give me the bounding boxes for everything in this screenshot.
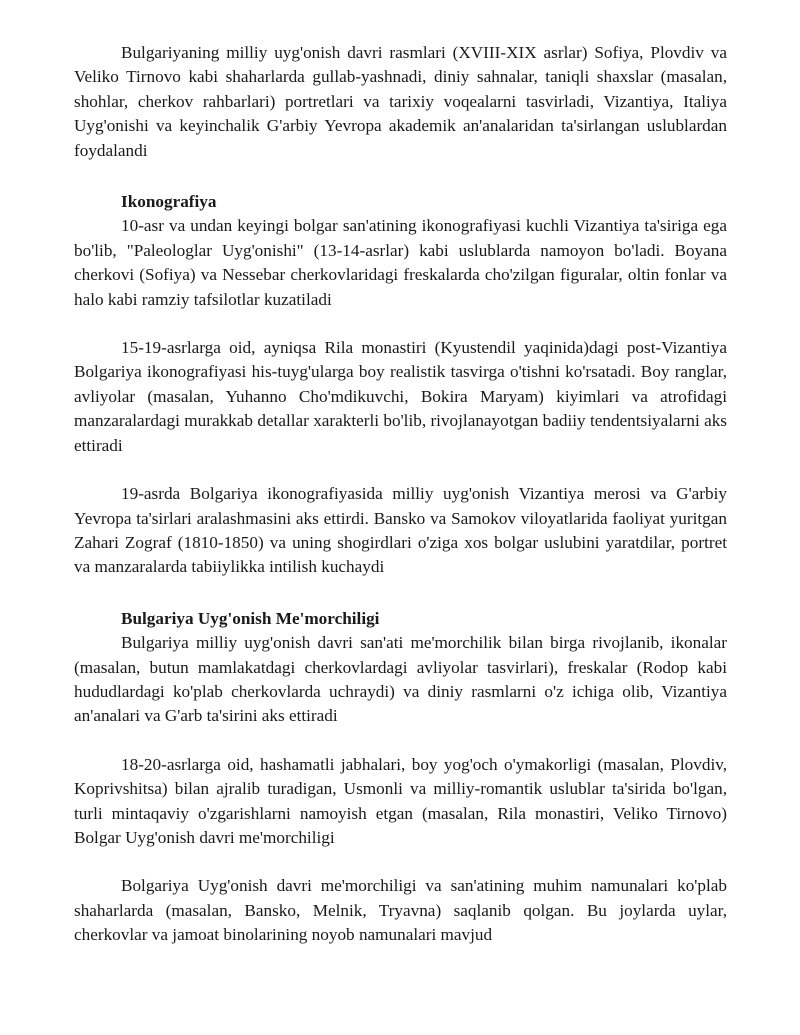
architecture-paragraph-1: Bulgariya milliy uyg'onish davri san'ati me'morchilik bilan birga rivojlanib, ikonalar (masalan, butun mamlakatdagi cherkovlardagi avliyolar tasvirlari), freskalar (Rodop kabi hududlardagi ko'plab cherkovlarda uchraydi) va diniy rasmlarni o'z ichiga olib, Vizantiya an'analari va G'arb ta'sirini aks ettiradi — [74, 633, 727, 726]
iconography-paragraph-1: 10-asr va undan keyingi bolgar san'atining ikonografiyasi kuchli Vizantiya ta'siriga ega bo'lib, "Paleologlar Uyg'onishi" (13-14-asrlar) kabi uslublarda namoyon bo'ladi. Boyana cherkovi (Sofiya) va Nessebar cherkovlaridagi freskalarda cho'zilgan figuralar, oltin fonlar va halo kabi ramziy tafsilotlar kuzatiladi — [74, 216, 727, 309]
architecture-paragraph-3: Bolgariya Uyg'onish davri me'morchiligi va san'atining muhim namunalari ko'plab shaharlarda (masalan, Bansko, Melnik, Tryavna) saqlanib qolgan. Bu joylarda uylar, cherkovlar va jamoat binolarining noyob namunalari mavjud — [74, 876, 727, 945]
spacer — [74, 850, 727, 874]
spacer — [74, 312, 727, 336]
intro-paragraph: Bulgariyaning milliy uyg'onish davri rasmlari (XVIII-XIX asrlar) Sofiya, Plovdiv va Veliko Tirnovo kabi shaharlarda gullab-yashnadi, diniy sahnalar, taniqli shaxslar (masalan, shohlar, cherkov rahbarlari) portretlari va tarixiy voqealarni tasvirladi, Vizantiya, Italiya Uyg'onishi va keyinchalik G'arbiy Yevropa akademik an'analaridan ta'sirlangan uslublardan foydalandi — [74, 43, 727, 160]
document-page — [74, 41, 727, 948]
architecture-paragraph-2: 18-20-asrlarga oid, hashamatli jabhalari, boy yog'och o'ymakorligi (masalan, Plovdiv, Koprivshitsa) bilan ajralib turadigan, Usmonli va milliy-romantik uslublar ta'sirida bo'lgan, turli mintaqaviy o'zgarishlarni namoyish etgan (masalan, Rila monastiri, Veliko Tirnovo) Bolgar Uyg'onish davri me'morchiligi — [74, 754, 727, 847]
spacer — [74, 580, 727, 607]
iconography-paragraph-3: 19-asrda Bolgariya ikonografiyasida milliy uyg'onish Vizantiya merosi va G'arbiy Yevropa ta'sirlari aralashmasini aks ettirdi. Bansko va Samokov viloyatlarida faoliyat yuritgan Zahari Zograf (1810-1850) va uning shogirdlari o'ziga xos bolgar uslubini yaratdilar, portret va manzaralarda tabiiylikka intilish kuchaydi — [74, 484, 727, 577]
section-heading-architecture: Bulgariya Uyg'onish Me'morchiligi — [121, 608, 380, 628]
spacer — [74, 458, 727, 482]
iconography-paragraph-2: 15-19-asrlarga oid, ayniqsa Rila monastiri (Kyustendil yaqinida)dagi post-Vizantiya Bolgariya ikonografiyasi his-tuyg'ularga boy realistik tasvirga o'tishni ko'rsatadi. Boy ranglar, avliyolar (masalan, Yuhanno Cho'mdikuvchi, Bokira Maryam) kiyimlari va atrofidagi manzaralardagi murakkab detallar xarakterli bo'lib, rivojlanayotgan badiiy tendentsiyalarni aks ettiradi — [74, 338, 727, 455]
section-heading-iconography: Ikonografiya — [121, 192, 217, 212]
spacer — [74, 729, 727, 753]
spacer — [74, 163, 727, 190]
